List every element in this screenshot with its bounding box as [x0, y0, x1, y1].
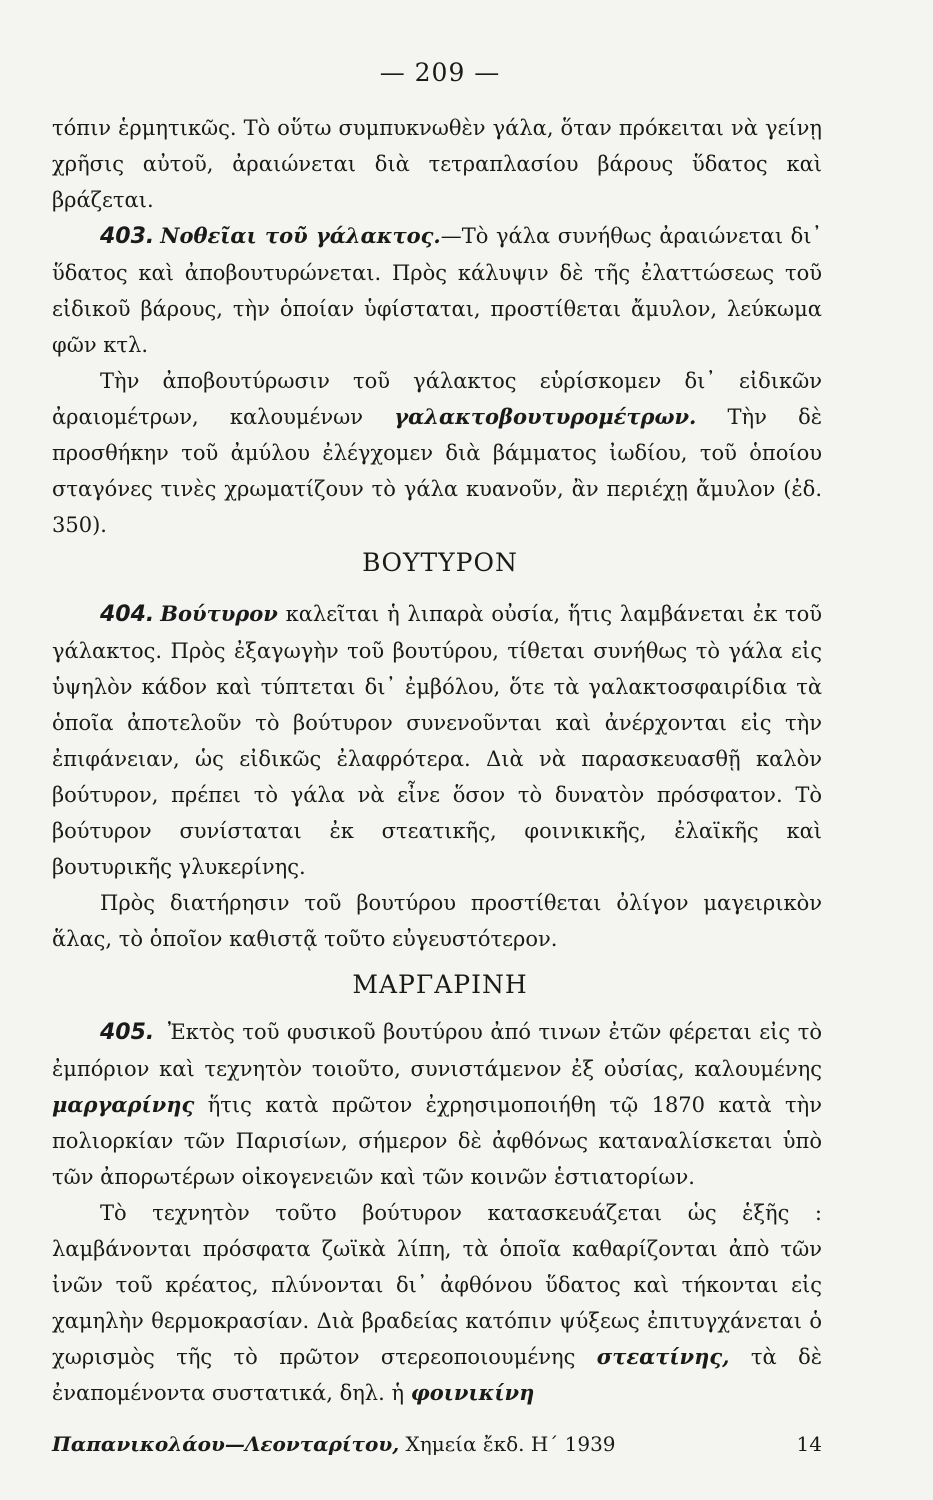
term-stearin: στεατίνης,	[596, 1344, 730, 1369]
paragraph-text: Τὸ τεχνητὸν τοῦτο βούτυρον κατασκευάζεται ὡς ἑξῆς : λαμβάνονται πρόσφατα ζωϊκὰ λίπη, τὰ ὁποῖα καθαρίζονται ἀπὸ τῶν ἰνῶν τοῦ κρέατος, πλύνονται δι᾽ ἀφθόνου ὕδατος καὶ τήκονται εἰς χαμηλὴν θερμοκρασίαν. Διὰ βραδείας κατόπιν ψύξεως ἐπιτυγχάνεται ὁ χωρισμὸς τῆς τὸ πρῶτον στερεοποιουμένης	[52, 1201, 822, 1369]
section-butter	[52, 596, 822, 957]
paragraph-405	[52, 1014, 822, 1195]
section-milk	[52, 110, 822, 543]
section-margarine	[52, 1014, 822, 1411]
term-palmitin: φοινικίνη	[410, 1380, 535, 1405]
footer-sheet-number: 14	[796, 1432, 822, 1456]
footer-citation	[52, 1432, 616, 1456]
section-number-404: 404.	[100, 602, 155, 627]
heading-butter: ΒΟΥΤΥΡΟΝ	[362, 548, 518, 577]
section-title-403: Νοθεῖαι τοῦ γάλακτος.	[160, 223, 441, 248]
page-number: — 209 —	[379, 58, 501, 87]
paragraph-condensed-milk: τόπιν ἑρμητικῶς. Τὸ οὕτω συμπυκνωθὲν γάλα, ὅταν πρόκειται νὰ γείνῃ χρῆσις αὐτοῦ, ἀραιώνεται διὰ τετραπλασίου βάρους ὕδατος καὶ βράζεται.	[52, 116, 822, 212]
paragraph-butter-test	[52, 363, 822, 543]
paragraph-margarine-making	[52, 1195, 822, 1411]
paragraph-403-text: —Τὸ γάλα συνήθως ἀραιώνεται δι᾽ ὕδατος καὶ ἀποβουτυρώνεται. Πρὸς κάλυψιν δὲ τῆς ἐλαττώσεως τοῦ εἰδικοῦ βάρους, τὴν ὁποίαν ὑφίσταται, προστίθεται ἄμυλον, λεύκωμα φῶν κτλ.	[52, 224, 823, 357]
paragraph-403	[52, 218, 822, 363]
footer-authors: Παπανικολάου—Λεονταρίτου,	[52, 1432, 400, 1456]
section-number-405: 405.	[100, 1020, 155, 1045]
paragraph-text: καλεῖται ἡ λιπαρὰ οὐσία, ἥτις λαμβάνεται ἐκ τοῦ γάλακτος. Πρὸς ἐξαγωγὴν τοῦ βουτύρου, τίθεται συνήθως τὸ γάλα εἰς ὑψηλὸν κάδον καὶ τύπτεται δι᾽ ἐμβόλου, ὅτε τὰ γαλακτοσφαιρίδια τὰ ὁποῖα ἀποτελοῦν τὸ βούτυρον συνενοῦνται καὶ ἀνέρχονται εἰς τὴν ἐπιφάνειαν, ὡς εἰδικῶς ἐλαφρότερα. Διὰ νὰ παρασκευασθῇ καλὸν βούτυρον, πρέπει τὸ γάλα νὰ εἶνε ὅσον τὸ δυνατὸν πρόσφατον. Τὸ βούτυρον συνίσταται ἐκ στεατικῆς, φοινικικῆς, ἐλαϊκῆς καὶ βουτυρικῆς γλυκερίνης.	[52, 602, 822, 879]
paragraph-text: Τὴν δὲ προσθήκην τοῦ ἀμύλου ἐλέγχομεν διὰ βάμματος ἰωδίου, τοῦ ὁποίου σταγόνες τινὲς χρωματίζουν τὸ γάλα κυανοῦν, ἂν περιέχῃ ἄμυλον (ἐδ. 350).	[52, 405, 822, 537]
paragraph-text: ἥτις κατὰ πρῶτον ἐχρησιμοποιήθη τῷ 1870 κατὰ τὴν πολιορκίαν τῶν Παρισίων, σήμερον δὲ ἀφθόνως καταναλίσκεται ὑπὸ τῶν ἀπορωτέρων οἰκογενειῶν καὶ τῶν κοινῶν ἑστιατορίων.	[52, 1093, 822, 1189]
paragraph-butter-preservation: Πρὸς διατήρησιν τοῦ βουτύρου προστίθεται ὀλίγον μαγειρικὸν ἅλας, τὸ ὁποῖον καθιστᾷ τοῦτο εὐγευστότερον.	[52, 891, 822, 951]
term-butter: Βούτυρον	[160, 601, 278, 626]
section-number-403: 403.	[100, 224, 155, 249]
heading-margarine: ΜΑΡΓΑΡΙΝΗ	[352, 970, 528, 999]
paragraph-text: Τὴν ἀποβουτύρωσιν τοῦ γάλακτος εὑρίσκομεν δι᾽ εἰδικῶν ἀραιομέτρων, καλουμένων	[52, 369, 822, 429]
paragraph-text: τὰ δὲ ἐναπομένοντα συστατικά, δηλ. ἡ	[52, 1345, 822, 1405]
term-lactobutyrometer: γαλακτοβουτυρομέτρων.	[394, 404, 697, 429]
footer-book: Χημεία ἔκδ. Η΄ 1939	[399, 1432, 616, 1456]
term-margarine: μαργαρίνης	[52, 1092, 195, 1117]
paragraph-text: Ἐκτὸς τοῦ φυσικοῦ βουτύρου ἀπό τινων ἐτῶν φέρεται εἰς τὸ ἐμπόριον καὶ τεχνητὸν τοιοῦτο, συνιστάμενον ἐξ οὐσίας, καλουμένης	[52, 1020, 822, 1081]
page-footer	[52, 1432, 822, 1456]
paragraph-404	[52, 596, 822, 885]
